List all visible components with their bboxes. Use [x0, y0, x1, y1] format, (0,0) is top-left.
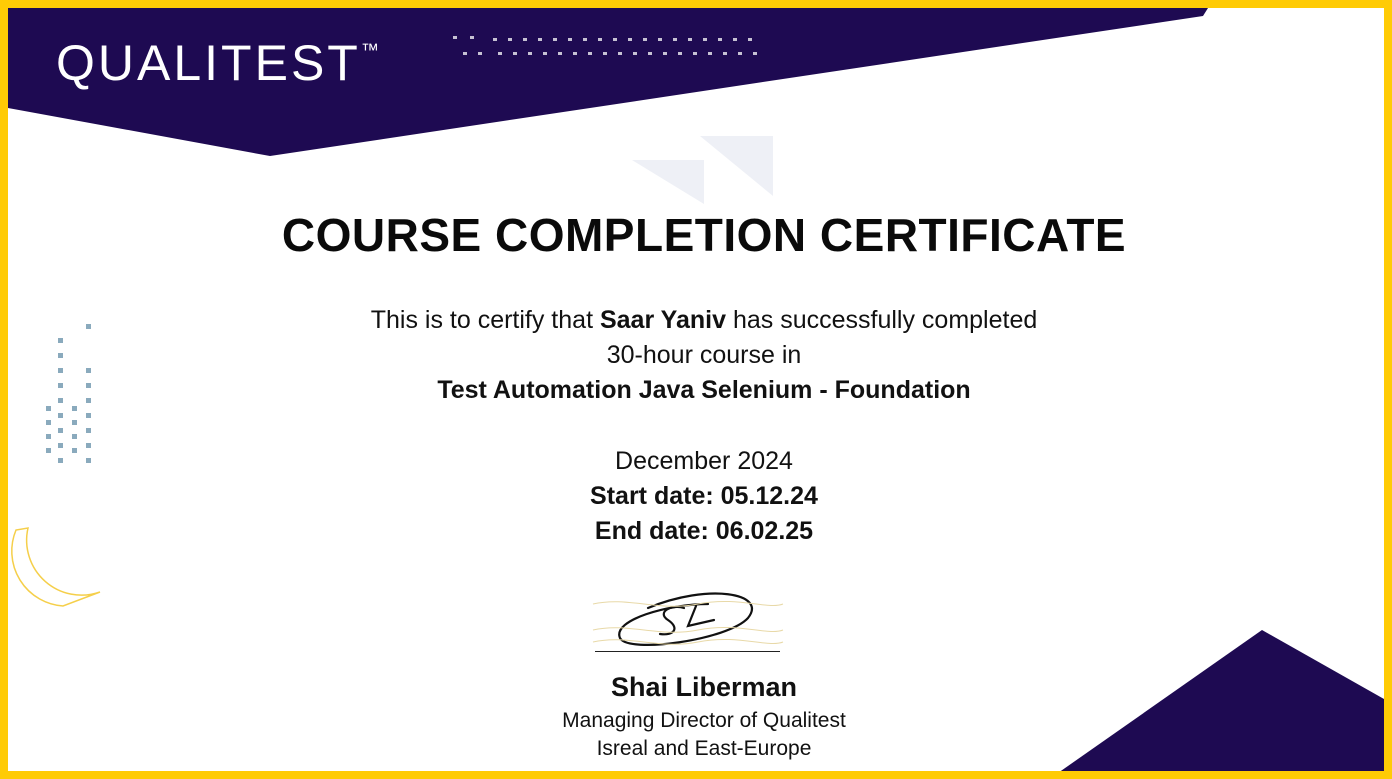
- start-date: Start date: 05.12.24: [590, 482, 818, 510]
- signature-line: [595, 651, 780, 652]
- certificate-title: COURSE COMPLETION CERTIFICATE: [281, 209, 1127, 261]
- end-date: End date: 06.02.25: [594, 517, 814, 545]
- course-period: December 2024: [615, 447, 793, 475]
- certify-statement: [8, 305, 1392, 335]
- qualitest-logo: QUALITEST™: [56, 35, 379, 91]
- signature-guilloche: [593, 601, 783, 644]
- course-name: Test Automation Java Selenium - Foundation: [437, 376, 971, 404]
- signatory-role: Managing Director of Qualitest: [562, 709, 846, 732]
- signatory-name: Shai Liberman: [610, 672, 798, 702]
- faint-chevron-shapes: [632, 136, 773, 204]
- signatory-region: Isreal and East-Europe: [596, 737, 812, 760]
- certify-suffix: has successfully completed: [732, 306, 1038, 334]
- certify-prefix: This is to certify that: [370, 306, 594, 334]
- course-hours: 30-hour course in: [606, 341, 802, 369]
- recipient-name: Saar Yaniv: [599, 306, 726, 334]
